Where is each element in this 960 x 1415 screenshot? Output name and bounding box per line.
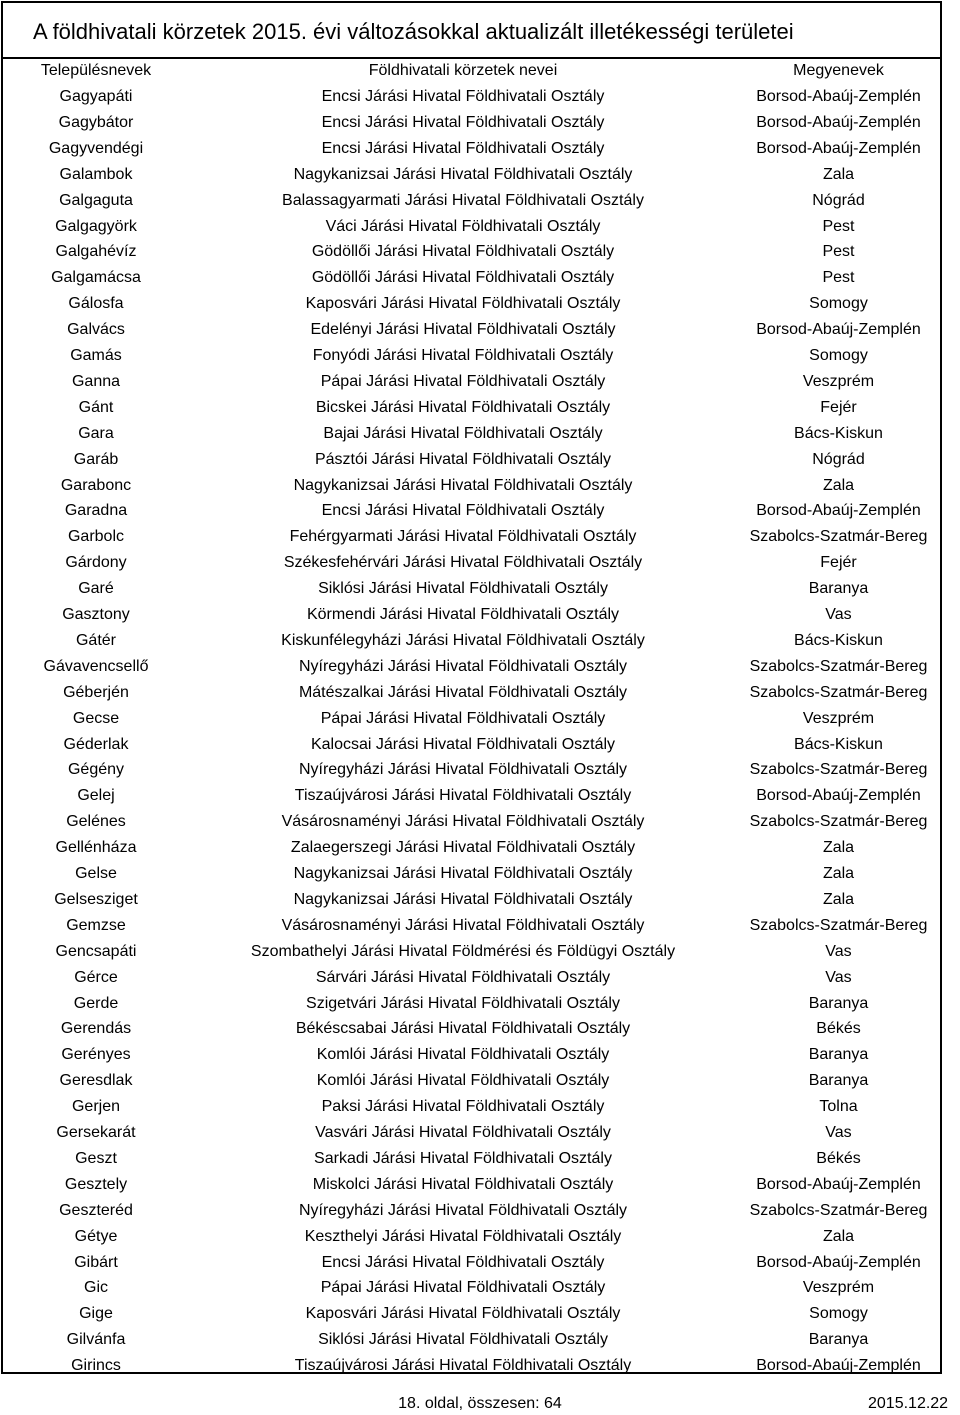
office-cell: Szombathelyi Járási Hivatal Földmérési és Földügyi Osztály [250,942,676,960]
county-cell: Zala [822,1227,855,1245]
table-row [3,991,940,1017]
office-cell: Siklósi Járási Hivatal Földhivatali Osztály [318,580,608,598]
table-row [3,369,940,395]
county-cell: Veszprém [802,1279,875,1297]
table-row [3,214,940,240]
settlement-cell: Gemzse [66,916,126,934]
office-cell: Keszthelyi Járási Hivatal Földhivatali Osztály [304,1227,622,1245]
county-cell: Baranya [808,580,869,598]
office-cell: Siklósi Járási Hivatal Földhivatali Osztály [318,1331,608,1349]
county-cell: Borsod-Abaúj-Zemplén [756,1357,921,1375]
office-cell: Gödöllői Járási Hivatal Földhivatali Osztály [311,269,615,287]
office-cell: Zalaegerszegi Járási Hivatal Földhivatali Osztály [290,839,636,857]
settlement-cell: Garáb [73,450,119,468]
settlement-cell: Gamás [70,347,122,364]
table-row [3,939,940,965]
county-cell: Somogy [809,295,868,313]
settlement-cell: Galambok [59,165,133,183]
table-row [3,1275,940,1301]
county-cell: Szabolcs-Szatmár-Bereg [749,528,928,546]
table-row [3,162,940,188]
settlement-cell: Gecse [72,709,120,727]
table-row [3,576,940,602]
office-cell: Kalocsai Járási Hivatal Földhivatali Osztály [310,735,616,753]
footer-date: 2015.12.22 [868,1395,949,1412]
settlement-cell: Gagybátor [58,113,134,131]
table-row [3,188,940,214]
table-row [3,136,940,162]
column-header-office: Földhivatali körzetek nevei [368,62,558,79]
table-row [3,809,940,835]
table-row [3,1016,940,1042]
office-cell: Pásztói Járási Hivatal Földhivatali Osztály [314,450,612,468]
office-cell: Mátészalkai Járási Hivatal Földhivatali Osztály [298,683,628,701]
county-cell: Bács-Kiskun [794,631,883,649]
table-row [3,291,940,317]
settlement-cell: Garbolc [67,528,125,546]
settlement-cell: Geszteréd [59,1201,133,1219]
office-cell: Edelényi Járási Hivatal Földhivatali Osztály [310,321,616,339]
county-cell: Pest [822,243,855,261]
office-cell: Pápai Járási Hivatal Földhivatali Osztály [320,372,606,390]
office-cell: Tiszaújvárosi Járási Hivatal Földhivatali Osztály [294,1357,632,1375]
table-row [3,732,940,758]
settlement-cell: Gencsapáti [55,942,137,960]
table-row [3,1042,940,1068]
settlement-cell: Gerjen [71,1098,121,1116]
office-cell: Encsi Járási Hivatal Földhivatali Osztály [321,139,605,157]
county-cell: Vas [825,1124,852,1141]
county-cell: Szabolcs-Szatmár-Bereg [749,683,928,701]
county-cell: Szabolcs-Szatmár-Bereg [749,657,928,675]
table-row [3,239,940,265]
settlement-cell: Gétye [74,1227,118,1245]
settlement-cell: Gige [79,1305,113,1323]
table-row [3,524,940,550]
county-cell: Pest [822,269,855,287]
table-row [3,1327,940,1353]
office-cell: Gödöllői Járási Hivatal Földhivatali Osztály [311,243,615,261]
office-cell: Nagykanizsai Járási Hivatal Földhivatali Osztály [293,165,633,183]
county-cell: Vas [825,942,852,960]
office-cell: Nagykanizsai Járási Hivatal Földhivatali Osztály [293,890,633,908]
table-row [3,1250,940,1276]
county-cell: Zala [822,165,855,183]
column-header-settlement: Településnevek [40,62,152,79]
table-row [3,1224,940,1250]
settlement-cell: Gagyvendégi [48,139,144,157]
office-cell: Békéscsabai Járási Hivatal Földhivatali Osztály [295,1020,631,1038]
table-row [3,861,940,887]
county-cell: Veszprém [802,372,875,390]
county-cell: Nógrád [812,450,865,468]
table-row [3,783,940,809]
settlement-cell: Gerendás [60,1020,132,1038]
table-row [3,1146,940,1172]
county-cell: Borsod-Abaúj-Zemplén [756,1253,921,1271]
column-header-county: Megyenevek [793,62,884,79]
office-cell: Bajai Járási Hivatal Földhivatali Osztály [323,424,603,442]
settlement-cell: Gelénes [66,813,126,831]
table-row [3,550,940,576]
table-row [3,654,940,680]
county-cell: Zala [822,890,855,908]
county-cell: Bács-Kiskun [794,424,883,442]
table-row [3,473,940,499]
office-cell: Komlói Járási Hivatal Földhivatali Osztály [316,1072,610,1090]
county-cell: Szabolcs-Szatmár-Bereg [749,1201,928,1219]
office-cell: Sárvári Járási Hivatal Földhivatali Osztály [315,968,611,986]
county-cell: Borsod-Abaúj-Zemplén [756,787,921,805]
table-row [3,84,940,110]
settlement-cell: Gesztely [64,1175,128,1193]
office-cell: Nagykanizsai Járási Hivatal Földhivatali Osztály [293,865,633,882]
county-cell: Bács-Kiskun [794,735,883,753]
office-cell: Bicskei Járási Hivatal Földhivatali Osztály [315,398,611,416]
office-cell: Encsi Járási Hivatal Földhivatali Osztály [321,502,605,520]
table-row [3,317,940,343]
table-row [3,421,940,447]
office-cell: Pápai Járási Hivatal Földhivatali Osztály [320,1279,606,1297]
office-cell: Fonyódi Járási Hivatal Földhivatali Osztály [312,347,614,364]
page-title: A földhivatali körzetek 2015. évi változásokkal aktualizált illetékességi területei [33,19,794,44]
county-cell: Fejér [820,398,857,416]
table-row [3,343,940,369]
settlement-cell: Gelsesziget [54,890,138,908]
settlement-cell: Gérce [74,968,118,986]
county-cell: Borsod-Abaúj-Zemplén [756,88,921,105]
settlement-cell: Géderlak [63,735,129,753]
settlement-cell: Gerde [73,994,119,1012]
office-cell: Székesfehérvári Járási Hivatal Földhivatali Osztály [283,554,643,572]
office-cell: Kaposvári Járási Hivatal Földhivatali Osztály [305,1305,621,1323]
office-cell: Nyíregyházi Járási Hivatal Földhivatali Osztály [298,761,628,779]
settlement-cell: Géberjén [63,683,129,701]
settlement-cell: Girincs [71,1357,121,1375]
county-cell: Szabolcs-Szatmár-Bereg [749,813,928,831]
settlement-cell: Garabonc [60,476,132,494]
office-cell: Encsi Járási Hivatal Földhivatali Osztály [321,88,605,105]
county-cell: Vas [825,968,852,986]
table-row [3,1301,940,1327]
county-cell: Szabolcs-Szatmár-Bereg [749,761,928,779]
table-row [3,1094,940,1120]
office-cell: Pápai Járási Hivatal Földhivatali Osztály [320,709,606,727]
county-cell: Borsod-Abaúj-Zemplén [756,502,921,520]
table-row [3,395,940,421]
table-row [3,913,940,939]
table-row [3,835,940,861]
settlement-cell: Garé [78,580,114,598]
table-row [3,757,940,783]
settlement-cell: Gégény [67,761,125,779]
county-cell: Nógrád [812,191,865,209]
county-cell: Zala [822,865,855,882]
settlement-cell: Galgagyörk [55,217,137,235]
county-cell: Baranya [808,1072,869,1090]
settlement-cell: Gelse [75,865,117,882]
office-cell: Nyíregyházi Járási Hivatal Földhivatali Osztály [298,657,628,675]
settlement-cell: Gara [78,424,114,442]
settlement-cell: Galgaguta [59,191,133,209]
county-cell: Borsod-Abaúj-Zemplén [756,139,921,157]
page-number: 18. oldal, összesen: 64 [398,1395,562,1412]
county-cell: Baranya [808,1046,869,1064]
table-row [3,498,940,524]
office-cell: Szigetvári Járási Hivatal Földhivatali Osztály [306,994,620,1012]
table-header [3,58,940,84]
office-cell: Encsi Járási Hivatal Földhivatali Osztály [321,1253,605,1271]
table-row [3,965,940,991]
county-cell: Borsod-Abaúj-Zemplén [756,1175,921,1193]
office-cell: Nyíregyházi Járási Hivatal Földhivatali Osztály [298,1201,628,1219]
settlement-cell: Galgahévíz [55,243,137,261]
office-cell: Balassagyarmati Járási Hivatal Földhivatali Osztály [282,191,644,209]
office-cell: Kaposvári Járási Hivatal Földhivatali Osztály [305,295,621,313]
office-cell: Nagykanizsai Járási Hivatal Földhivatali Osztály [293,476,633,494]
settlement-cell: Gellénháza [55,839,137,857]
office-cell: Váci Járási Hivatal Földhivatali Osztály [325,217,601,235]
county-cell: Borsod-Abaúj-Zemplén [756,321,921,339]
county-cell: Zala [822,839,855,857]
office-cell: Komlói Járási Hivatal Földhivatali Osztály [316,1046,610,1064]
table-row [3,1068,940,1094]
office-cell: Encsi Járási Hivatal Földhivatali Osztály [321,113,605,131]
settlement-cell: Gelej [77,787,115,805]
office-cell: Sarkadi Járási Hivatal Földhivatali Osztály [314,1149,612,1167]
county-cell: Veszprém [802,709,875,727]
settlement-cell: Ganna [71,372,121,390]
settlement-cell: Garadna [64,502,128,520]
table-row [3,706,940,732]
county-cell: Zala [822,476,855,494]
settlement-cell: Gálosfa [68,295,124,313]
county-cell: Baranya [808,1331,869,1349]
county-cell: Vas [825,606,852,623]
settlement-cell: Gávavencsellő [43,657,149,675]
office-cell: Fehérgyarmati Járási Hivatal Földhivatali Osztály [289,528,637,546]
settlement-cell: Gagyapáti [59,88,133,105]
settlement-cell: Gersekarát [56,1124,136,1141]
county-cell: Borsod-Abaúj-Zemplén [756,113,921,131]
table-row [3,887,940,913]
county-cell: Somogy [809,347,868,364]
county-cell: Somogy [809,1305,868,1323]
county-cell: Fejér [820,554,857,572]
county-cell: Békés [816,1020,861,1038]
settlement-cell: Geresdlak [59,1072,133,1090]
office-cell: Körmendi Járási Hivatal Földhivatali Osztály [306,606,620,623]
settlement-cell: Gátér [75,631,116,649]
settlement-cell: Gilvánfa [66,1331,126,1349]
table-row [3,602,940,628]
table-row [3,1172,940,1198]
office-cell: Tiszaújvárosi Járási Hivatal Földhivatali Osztály [294,787,632,805]
settlement-cell: Gasztony [62,606,130,623]
settlement-cell: Gánt [78,398,114,416]
table-row [3,1353,940,1379]
county-cell: Pest [822,217,855,235]
settlement-cell: Gic [84,1279,108,1297]
county-cell: Baranya [808,994,869,1012]
table-row [3,447,940,473]
office-cell: Vásárosnaményi Járási Hivatal Földhivatali Osztály [281,813,645,831]
table-row [3,265,940,291]
settlement-cell: Geszt [75,1149,117,1167]
table-row [3,680,940,706]
settlement-cell: Gárdony [65,554,127,572]
settlement-cell: Galgamácsa [51,269,141,287]
office-cell: Kiskunfélegyházi Járási Hivatal Földhivatali Osztály [281,631,645,649]
table-row [3,110,940,136]
county-cell: Békés [816,1149,861,1167]
table-row [3,1120,940,1146]
office-cell: Miskolci Járási Hivatal Földhivatali Osztály [312,1175,614,1193]
county-cell: Szabolcs-Szatmár-Bereg [749,916,928,934]
table-row [3,628,940,654]
county-cell: Tolna [819,1098,858,1116]
office-cell: Paksi Járási Hivatal Földhivatali Osztály [321,1098,605,1116]
table-row [3,1198,940,1224]
settlement-cell: Gerényes [61,1046,131,1064]
office-cell: Vásárosnaményi Járási Hivatal Földhivatali Osztály [281,916,645,934]
office-cell: Vasvári Járási Hivatal Földhivatali Osztály [315,1124,611,1141]
settlement-cell: Galvács [67,321,125,339]
settlement-cell: Gibárt [74,1253,118,1271]
